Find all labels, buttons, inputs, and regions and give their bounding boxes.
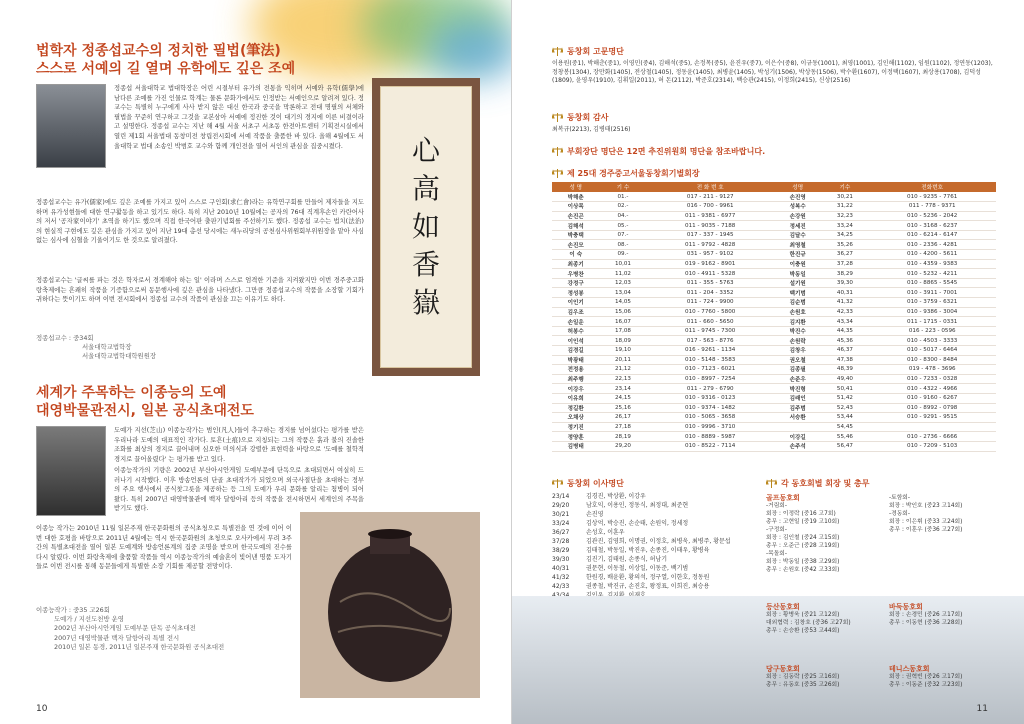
table-cell: 29,20 bbox=[599, 441, 646, 451]
table-row bbox=[552, 211, 996, 221]
table-cell: 박충택 bbox=[552, 230, 599, 240]
table-cell: 019 - 9162 - 8901 bbox=[646, 259, 774, 269]
article2-paragraph: 이종능 작가는 2010년 11월 일본주재 한국문화원의 공식초청으로 특별전을 연 것에 이어 이번 대한 호평을 바탕으로 2011년 4월에는 역시 한국문화원의 초청으로 오사카에서 무려 3주간의 특별초대전을 열어 일본 도예계와 방송언론계의 집중 조명을 받으며 한국도예의 진수를 다시 알렸다. 이번 화랑축제에 출품할 작품들 역시 이종능작가의 예술혼이 빛어낸 명품 도자기들로 이번 전시를 통해 동문들에게 특별한 소장 기회를 제공할 전망이다. bbox=[36, 525, 292, 571]
scale-icon bbox=[552, 169, 563, 178]
table-cell: 010 - 7760 - 5800 bbox=[646, 307, 774, 317]
page-number: 11 bbox=[976, 704, 988, 714]
table-cell: 31,22 bbox=[821, 202, 868, 212]
table-cell: 011 - 1715 - 0331 bbox=[868, 317, 996, 327]
scale-icon bbox=[552, 47, 563, 56]
table-row bbox=[552, 441, 996, 451]
club-name: 골프동호회 bbox=[766, 494, 800, 502]
table-row bbox=[552, 374, 996, 384]
table-cell: 031 - 957 - 9102 bbox=[646, 250, 774, 260]
table-cell: 이인석 bbox=[552, 336, 599, 346]
table-cell: 김창우 bbox=[774, 346, 821, 356]
table-cell: 016 - 9261 - 1134 bbox=[646, 346, 774, 356]
scale-icon bbox=[766, 479, 777, 488]
table-cell: 010 - 4503 - 3333 bbox=[868, 336, 996, 346]
table-cell: 김종필 bbox=[774, 365, 821, 375]
table-cell: 011 - 9792 - 4828 bbox=[646, 240, 774, 250]
table-row bbox=[552, 365, 996, 375]
notice-heading: 부회장단 명단은 12면 추진위원회 명단을 참조바랍니다. bbox=[552, 146, 765, 157]
list-item: 30/21 손진영 bbox=[552, 511, 604, 518]
page-right bbox=[512, 0, 1024, 724]
table-cell: 010 - 9160 - 6267 bbox=[868, 393, 996, 403]
table-cell: 011 - 279 - 6790 bbox=[646, 384, 774, 394]
list-item: 36/27 손성호, 이훈우 bbox=[552, 529, 625, 536]
table-cell: 010 - 8997 - 7254 bbox=[646, 374, 774, 384]
list-item: 41/32 한원경, 배윤환, 황의석, 정구열, 이한호, 정동원 bbox=[552, 574, 710, 581]
list-item: 38/29 김태철, 박동일, 박진우, 손종진, 이태우, 황병육 bbox=[552, 547, 710, 554]
table-cell: 010 - 4911 - 5328 bbox=[646, 269, 774, 279]
table-cell: 김병태 bbox=[552, 441, 599, 451]
table-cell: 15,06 bbox=[599, 307, 646, 317]
table-cell: 017 - 211 - 9127 bbox=[646, 192, 774, 202]
table-cell: 28,19 bbox=[599, 432, 646, 442]
table-cell: 44,35 bbox=[821, 326, 868, 336]
table-cell: 권오철 bbox=[774, 355, 821, 365]
table-cell: 한진규 bbox=[774, 250, 821, 260]
table-cell: 54,45 bbox=[821, 422, 868, 432]
table-cell: 손진영 bbox=[774, 192, 821, 202]
table-cell bbox=[774, 422, 821, 432]
table-cell: 010 - 2336 - 4281 bbox=[868, 240, 996, 250]
table-cell: 손진곤 bbox=[552, 211, 599, 221]
table-cell: 16,07 bbox=[599, 317, 646, 327]
author-photo bbox=[36, 84, 106, 168]
table-cell: 정양훈 bbox=[552, 432, 599, 442]
table-cell: 21,12 bbox=[599, 365, 646, 375]
table-cell: 016 - 223 - 0596 bbox=[868, 326, 996, 336]
table-cell: 010 - 5236 - 2042 bbox=[868, 211, 996, 221]
table-row bbox=[552, 413, 996, 423]
table-cell: 01.- bbox=[599, 192, 646, 202]
table-cell: 010 - 7233 - 0328 bbox=[868, 374, 996, 384]
table-cell: 017 - 337 - 1945 bbox=[646, 230, 774, 240]
table-cell: 이충원 bbox=[774, 259, 821, 269]
table-cell: 19,10 bbox=[599, 346, 646, 356]
table-cell: 010 - 6214 - 6147 bbox=[868, 230, 996, 240]
table-cell: 손주석 bbox=[774, 441, 821, 451]
board-heading: 동창회 이사명단 bbox=[552, 478, 624, 489]
auditors-heading: 동창회 감사 bbox=[552, 112, 608, 123]
table-header-row bbox=[552, 182, 996, 192]
table-cell: 011 - 660 - 5650 bbox=[646, 317, 774, 327]
club-item: -토함회- 회장 : 박인호 (중23 고14회) -경동회- 회장 : 이은휘 (중33 고24회) 총무 : 이훈우 (중36 고27회) bbox=[889, 495, 963, 533]
table-cell: 백기범 bbox=[774, 288, 821, 298]
table-cell bbox=[868, 422, 996, 432]
table-row bbox=[552, 259, 996, 269]
table-row bbox=[552, 326, 996, 336]
table-cell: 박동일 bbox=[774, 269, 821, 279]
table-cell: 011 - 9745 - 7300 bbox=[646, 326, 774, 336]
table-cell: 10,01 bbox=[599, 259, 646, 269]
calligraphy-char: 嶽 bbox=[411, 286, 440, 319]
table-cell: 설기원 bbox=[774, 278, 821, 288]
table-cell: 41,32 bbox=[821, 298, 868, 308]
ceramic-vase-photo bbox=[300, 512, 480, 698]
table-header-cell: 성명 bbox=[774, 182, 821, 192]
table-cell: 이유희 bbox=[552, 393, 599, 403]
article2-caption: 이종능작가 : 중35 고26회 도예가 / 지선도천방 운영 2002년 부산아시안게임 도예부문 단독 공식초대전 2007년 대영박물관 백자 달항아리 특별 전시 2010년 일본 동경, 2011년 일본주재 한국문화원 공식초대전 bbox=[36, 606, 225, 651]
table-cell: 42,33 bbox=[821, 307, 868, 317]
table-cell: 성복수 bbox=[774, 202, 821, 212]
table-cell: 019 - 478 - 3696 bbox=[868, 365, 996, 375]
table-cell: 26,17 bbox=[599, 413, 646, 423]
table-cell: 010 - 8889 - 5987 bbox=[646, 432, 774, 442]
table-cell: 011 - 204 - 3352 bbox=[646, 288, 774, 298]
table-cell: 37,28 bbox=[821, 259, 868, 269]
scale-icon bbox=[552, 113, 563, 122]
table-cell: 김순범 bbox=[774, 298, 821, 308]
club-name: 당구동호회 bbox=[766, 664, 800, 673]
table-cell: 49,40 bbox=[821, 374, 868, 384]
table-cell: 35,26 bbox=[821, 240, 868, 250]
table-row bbox=[552, 230, 996, 240]
table-cell: 010 - 9374 - 1482 bbox=[646, 403, 774, 413]
table-cell: 38,29 bbox=[821, 269, 868, 279]
table-cell: 손일운 bbox=[552, 317, 599, 327]
table-cell: 박진수 bbox=[774, 326, 821, 336]
table-cell: 박광태 bbox=[552, 355, 599, 365]
club-name: 등산동호회 bbox=[766, 603, 800, 612]
auditors-list: 최복규(2213), 김병태(2516) bbox=[552, 126, 631, 133]
list-item: 42/33 권종철, 박진규, 손진호, 왕정표, 이희진, 최승용 bbox=[552, 583, 710, 590]
table-cell: 40,31 bbox=[821, 288, 868, 298]
club-name: 바둑동호회 bbox=[889, 603, 923, 612]
table-cell: 정길환 bbox=[552, 403, 599, 413]
table-cell: 전정용 bbox=[552, 365, 599, 375]
table-row bbox=[552, 355, 996, 365]
article1-paragraph: 정종섭교수는 유가(儒家)에도 깊은 조예를 가지고 있어 스스로 구인회(求仁會)라는 유학연구회를 만들어 제자들을 지도하며 유가성현들에 대한 연구활동을 하고 있기도 하다. 특히 지난 2010년 10월에는 공자의 76대 직계후손인 카란어사의 저서 '공자家이야기' 초역을 하기도 했으며 직접 한국어판 출판기념회를 주선하기도 했다. 정종섭 교수는 법치(法治)의 현실적 구현에도 깊은 관심을 가지고 있어 지난 19대 총선 당시에는 새누리당의 공천심사위원회부위원장을 맡아 사심 없는 심사에 심혈을 기울이기도 한 것으로 알려졌다. bbox=[36, 199, 364, 245]
table-header-cell: 기 수 bbox=[599, 182, 646, 192]
table-cell: 우병찬 bbox=[552, 269, 599, 279]
table-cell: 011 - 355 - 5763 bbox=[646, 278, 774, 288]
article1-title: 법학자 정종섭교수의 정치한 필법(筆法) 스스로 서예의 길 열며 유학에도 깊은 조예 bbox=[36, 43, 296, 77]
table-cell: 52,43 bbox=[821, 403, 868, 413]
table-row bbox=[552, 288, 996, 298]
table-cell: 이 숙 bbox=[552, 250, 599, 260]
table-cell: 56,47 bbox=[821, 441, 868, 451]
table-cell: 김주범 bbox=[774, 403, 821, 413]
table-cell: 010 - 7209 - 5103 bbox=[868, 441, 996, 451]
table-cell: 정성봉 bbox=[552, 288, 599, 298]
table-cell: 010 - 9316 - 0123 bbox=[646, 393, 774, 403]
table-header-cell: 전화번호 bbox=[868, 182, 996, 192]
table-cell: 010 - 3168 - 6237 bbox=[868, 221, 996, 231]
table-cell: 김해석 bbox=[552, 221, 599, 231]
table-cell: 010 - 8300 - 8484 bbox=[868, 355, 996, 365]
table-cell: 27,18 bbox=[599, 422, 646, 432]
table-cell: 최영철 bbox=[774, 240, 821, 250]
table-header-cell: 전 화 번 호 bbox=[646, 182, 774, 192]
table-cell: 30,21 bbox=[821, 192, 868, 202]
club-item: 골프동호회 -거림회- 회장 : 이정락 (중16 고7회) 총무 : 고현일 (중19 고10회) -구정회- 회장 : 김인철 (중24 고15회) 총무 : 오준근 (중28 고19회) -목돌회- 회장 : 박동일 (중38 고29회) 총무 : 손원호 (중42 고33회) bbox=[766, 494, 879, 599]
watercolor-splash bbox=[430, 20, 512, 80]
table-cell: 010 - 2736 - 6666 bbox=[868, 432, 996, 442]
table-row bbox=[552, 192, 996, 202]
scale-icon bbox=[552, 479, 563, 488]
table-cell: 12,03 bbox=[599, 278, 646, 288]
table-row bbox=[552, 317, 996, 327]
list-item: 37/28 김관진, 김영희, 이명권, 이정호, 최병욱, 최병주, 황문섭 bbox=[552, 538, 731, 545]
table-cell: 010 - 9291 - 9515 bbox=[868, 413, 996, 423]
table-cell: 11,02 bbox=[599, 269, 646, 279]
table-cell: 17,08 bbox=[599, 326, 646, 336]
table-cell: 박진형 bbox=[774, 384, 821, 394]
table-cell: 13,04 bbox=[599, 288, 646, 298]
table-cell: 김경길 bbox=[552, 346, 599, 356]
list-item: 40/31 권문현, 이동철, 이상일, 이동준, 백기범 bbox=[552, 565, 689, 572]
vase-icon bbox=[300, 512, 480, 698]
table-cell: 46,37 bbox=[821, 346, 868, 356]
table-cell: 010 - 8992 - 0798 bbox=[868, 403, 996, 413]
table-row bbox=[552, 346, 996, 356]
table-row bbox=[552, 221, 996, 231]
table-cell: 최종기 bbox=[552, 259, 599, 269]
table-cell: 45,36 bbox=[821, 336, 868, 346]
table-cell: 010 - 3759 - 6321 bbox=[868, 298, 996, 308]
table-cell: 39,30 bbox=[821, 278, 868, 288]
table-cell: 김래인 bbox=[774, 393, 821, 403]
table-row bbox=[552, 269, 996, 279]
table-row bbox=[552, 336, 996, 346]
table-cell: 손강원 bbox=[774, 211, 821, 221]
table-cell: 손준우 bbox=[774, 374, 821, 384]
artist-photo bbox=[36, 426, 106, 516]
table-cell: 011 - 9035 - 7188 bbox=[646, 221, 774, 231]
table-cell: 07.- bbox=[599, 230, 646, 240]
club-item: 바둑동호회 회장 : 손경민 (중26 고17회) 총무 : 이동현 (중36 고28회) bbox=[889, 603, 1002, 660]
table-cell: 김달수 bbox=[774, 230, 821, 240]
table-cell: 08.- bbox=[599, 240, 646, 250]
table-cell: 36,27 bbox=[821, 250, 868, 260]
calligraphy-char: 如 bbox=[411, 210, 440, 243]
club-item: 테니스동호회 회장 : 권혁빈 (중26 고17회) 총무 : 이동준 (중32 고23회) bbox=[889, 665, 1002, 714]
table-cell: 손원락 bbox=[774, 336, 821, 346]
table-cell: 02.- bbox=[599, 202, 646, 212]
directory-heading: 제 25대 경주중고서울동창회기별회장 bbox=[552, 168, 700, 179]
club-name: 테니스동호회 bbox=[889, 664, 930, 673]
table-cell: 김지환 bbox=[774, 317, 821, 327]
table-cell: 011 - 778 - 9371 bbox=[868, 202, 996, 212]
table-cell: 47,38 bbox=[821, 355, 868, 365]
table-cell: 010 - 5232 - 4211 bbox=[868, 269, 996, 279]
table-cell: 43,34 bbox=[821, 317, 868, 327]
table-cell: 허봉수 bbox=[552, 326, 599, 336]
table-cell: 010 - 4322 - 4966 bbox=[868, 384, 996, 394]
table-cell: 010 - 7123 - 6021 bbox=[646, 365, 774, 375]
table-cell: 32,23 bbox=[821, 211, 868, 221]
page-number: 10 bbox=[36, 704, 48, 714]
table-cell: 010 - 5148 - 3583 bbox=[646, 355, 774, 365]
article2-paragraph: 이종능작가의 기량은 2002년 부산아시안게임 도예부문에 단독으로 초대되면서 여실히 드러나기 시작했다. 이후 방송언론의 단골 초대작가가 되었으며 외국사절단을 초대하는 정부의 주요 행사에서 공식찻그릇을 제공하는 등 그의 도예가 우리 문화를 알리는 첨병이 되어 왔다. 특히 2007년 대영박물관에 백자 달항아리 등의 작품을 전시하면서 세계인의 주목을 받기도 했다. bbox=[114, 467, 364, 513]
table-cell: 04.- bbox=[599, 211, 646, 221]
table-cell: 이인기 bbox=[552, 298, 599, 308]
directory-table bbox=[552, 182, 996, 452]
advisors-heading: 동창회 고문명단 bbox=[552, 46, 624, 57]
table-cell: 010 - 8522 - 7114 bbox=[646, 441, 774, 451]
club-item: 당구동호회 회장 : 김동락 (중25 고16회) 총무 : 유동호 (중35 고26회) bbox=[766, 665, 879, 714]
article2-title: 세계가 주목하는 이종능의 도예 대영박물관전시, 일본 공식초대전도 bbox=[36, 385, 254, 419]
table-cell: 016 - 700 - 9961 bbox=[646, 202, 774, 212]
table-cell: 정기진 bbox=[552, 422, 599, 432]
article2-paragraph: 도예가 지선(芝山) 이종능작가는 범인(凡人)들이 추구하는 경지를 넘어섰다는 평가를 받은 우리나라 도예의 대표적인 작가다. 토흔(土痕)으로 지칭되는 그의 작품은 흙과 불의 진솔한 조화를 최상의 경지로 끌어내며 심오한 미의식과 강렬한 표현력을 바탕으로 '도예를 철학적 경지로 끌어올렸다' 는 평가를 받고 있다. bbox=[114, 427, 364, 463]
table-cell: 33,24 bbox=[821, 221, 868, 231]
table-cell: 05.- bbox=[599, 221, 646, 231]
table-cell: 55,46 bbox=[821, 432, 868, 442]
table-cell: 51,42 bbox=[821, 393, 868, 403]
table-cell: 34,25 bbox=[821, 230, 868, 240]
table-row bbox=[552, 298, 996, 308]
table-cell: 손원호 bbox=[774, 307, 821, 317]
table-cell: 010 - 8865 - 5545 bbox=[868, 278, 996, 288]
list-item: 39/30 김진기, 김태원, 손종식, 허남기 bbox=[552, 556, 667, 563]
table-cell: 010 - 9386 - 3004 bbox=[868, 307, 996, 317]
table-cell: 김우조 bbox=[552, 307, 599, 317]
scale-icon bbox=[552, 147, 563, 156]
table-cell: 박해춘 bbox=[552, 192, 599, 202]
table-cell: 20,11 bbox=[599, 355, 646, 365]
table-cell: 010 - 4359 - 9383 bbox=[868, 259, 996, 269]
list-item: 29/20 남호익, 이용인, 정동식, 최정대, 최준현 bbox=[552, 502, 689, 509]
clubs-heading: 각 동호회별 회장 및 총무 bbox=[766, 478, 869, 489]
list-item: 23/14 김경진, 박상환, 이강우 bbox=[552, 493, 646, 500]
calligraphy-char: 心 bbox=[411, 134, 440, 167]
table-cell: 이강우 bbox=[552, 384, 599, 394]
table-cell: 011 - 9381 - 6977 bbox=[646, 211, 774, 221]
table-cell: 이상목 bbox=[552, 202, 599, 212]
table-cell: 25,16 bbox=[599, 403, 646, 413]
table-cell: 정세진 bbox=[774, 221, 821, 231]
advisors-list: 이용원(중1), 박해춘(중1), 이영민(중4), 김해석(중5), 손정목(중5), 윤진우(중7), 이은수(중8), 이규동(1001), 최영(1001), 김인해(1102), 임원(1102), 정연동(1203), 정창봉(1304), 장만화(1405), 전상철(1405), 정동윤(1405), 최병윤(1405), 박성기(1506), 박상동(1506), 박수환(1607), 이정택(1607), 최상용(1708), 김덕성(1809), 윤영우(1910), 김휘일(2011), 허 돈(2112), 박준호(2314), 백승관(2415), 이정희(2415), 신상(2516) bbox=[552, 60, 993, 85]
table-cell: 손진모 bbox=[552, 240, 599, 250]
table-header-cell: 기수 bbox=[821, 182, 868, 192]
club-item: 등산동호회 회장 : 황병욱 (중21 고12회) 대외협력 : 김창호 (중36 고27회) 총무 : 손승환 (중53 고44회) bbox=[766, 603, 879, 660]
table-cell: 48,39 bbox=[821, 365, 868, 375]
table-cell: 14,05 bbox=[599, 298, 646, 308]
table-cell: 010 - 3911 - 7001 bbox=[868, 288, 996, 298]
table-cell: 23,14 bbox=[599, 384, 646, 394]
table-row bbox=[552, 240, 996, 250]
table-cell: 010 - 9996 - 3710 bbox=[646, 422, 774, 432]
table-row bbox=[552, 384, 996, 394]
clubs-list bbox=[766, 494, 1002, 714]
table-row bbox=[552, 393, 996, 403]
table-cell: 017 - 563 - 8776 bbox=[646, 336, 774, 346]
table-cell: 09.- bbox=[599, 250, 646, 260]
table-cell: 서승환 bbox=[774, 413, 821, 423]
table-cell: 22,13 bbox=[599, 374, 646, 384]
table-cell: 18,09 bbox=[599, 336, 646, 346]
table-row bbox=[552, 250, 996, 260]
list-item: 33/24 김상억, 박승진, 손순태, 손원익, 정세정 bbox=[552, 520, 689, 527]
table-row bbox=[552, 432, 996, 442]
table-cell: 오채상 bbox=[552, 413, 599, 423]
table-cell: 011 - 724 - 9900 bbox=[646, 298, 774, 308]
calligraphy-artwork bbox=[372, 78, 480, 376]
table-cell: 강정구 bbox=[552, 278, 599, 288]
table-cell: 53,44 bbox=[821, 413, 868, 423]
table-cell: 010 - 5017 - 6464 bbox=[868, 346, 996, 356]
table-row bbox=[552, 202, 996, 212]
table-cell: 최주행 bbox=[552, 374, 599, 384]
table-row bbox=[552, 307, 996, 317]
article1-paragraph: 정종섭 서울대학교 법대학장은 어린 시절부터 유가의 전통을 익히며 서예와 유학(儒學)에 남다른 조예를 가진 인물로 학계는 물론 문화가에서도 인정받는 서예인으로 알려져 있다. 정교수는 특별히 누구에게 사사 받지 않은 대신 한국과 중국을 막론하고 전대 명필의 서체와 필법을 꾸준히 연구하고 그것을 교본삼아 서예에 정진한 것이 대기의 경지에 이른 비결이라고 설명한다. 정종섭 교수는 지난 해 4월 서울 서초구 서초동 한전아트센터 기획전시실에서 열린 제1회 서울법대 동창미전 창립전시회에 서예 작품을 출품한 바 있다. 올해 4월에도 서울대학교 법대 소송인 박범호 교수와 함께 개인전을 열어 서인의 관심을 집중시켰다. bbox=[114, 85, 364, 150]
table-row bbox=[552, 422, 996, 432]
table-header-cell: 성 명 bbox=[552, 182, 599, 192]
article1-caption: 정종섭교수 : 중34회 서울대학교법학장 서울대학교법학대학원원장 bbox=[36, 334, 157, 361]
calligraphy-char: 高 bbox=[411, 172, 440, 205]
table-cell: 010 - 4200 - 5611 bbox=[868, 250, 996, 260]
table-cell: 010 - 9235 - 7761 bbox=[868, 192, 996, 202]
table-cell: 50,41 bbox=[821, 384, 868, 394]
table-row bbox=[552, 278, 996, 288]
article1-paragraph: 정종섭교수는 '글씨를 파는 것은 학자로서 경계해야 하는 일' 이라며 스스로 엄격한 기준을 지켜왔지만 이번 경주중고화랑축제에는 흔쾌히 작품을 기증함으로써 동문행사에 깊은 관심을 나타냈다. 그만큼 정종섭교수의 작품을 소장할 기회가 귀하다는 뜻이기도 하며 이번 전시회에서 정종섭 교수의 작품이 관심을 끄는 이유기도 하다. bbox=[36, 277, 364, 304]
table-cell: 24,15 bbox=[599, 393, 646, 403]
table-cell: 이강길 bbox=[774, 432, 821, 442]
table-cell: 010 - 5065 - 3658 bbox=[646, 413, 774, 423]
table-row bbox=[552, 403, 996, 413]
calligraphy-char: 香 bbox=[411, 248, 440, 281]
